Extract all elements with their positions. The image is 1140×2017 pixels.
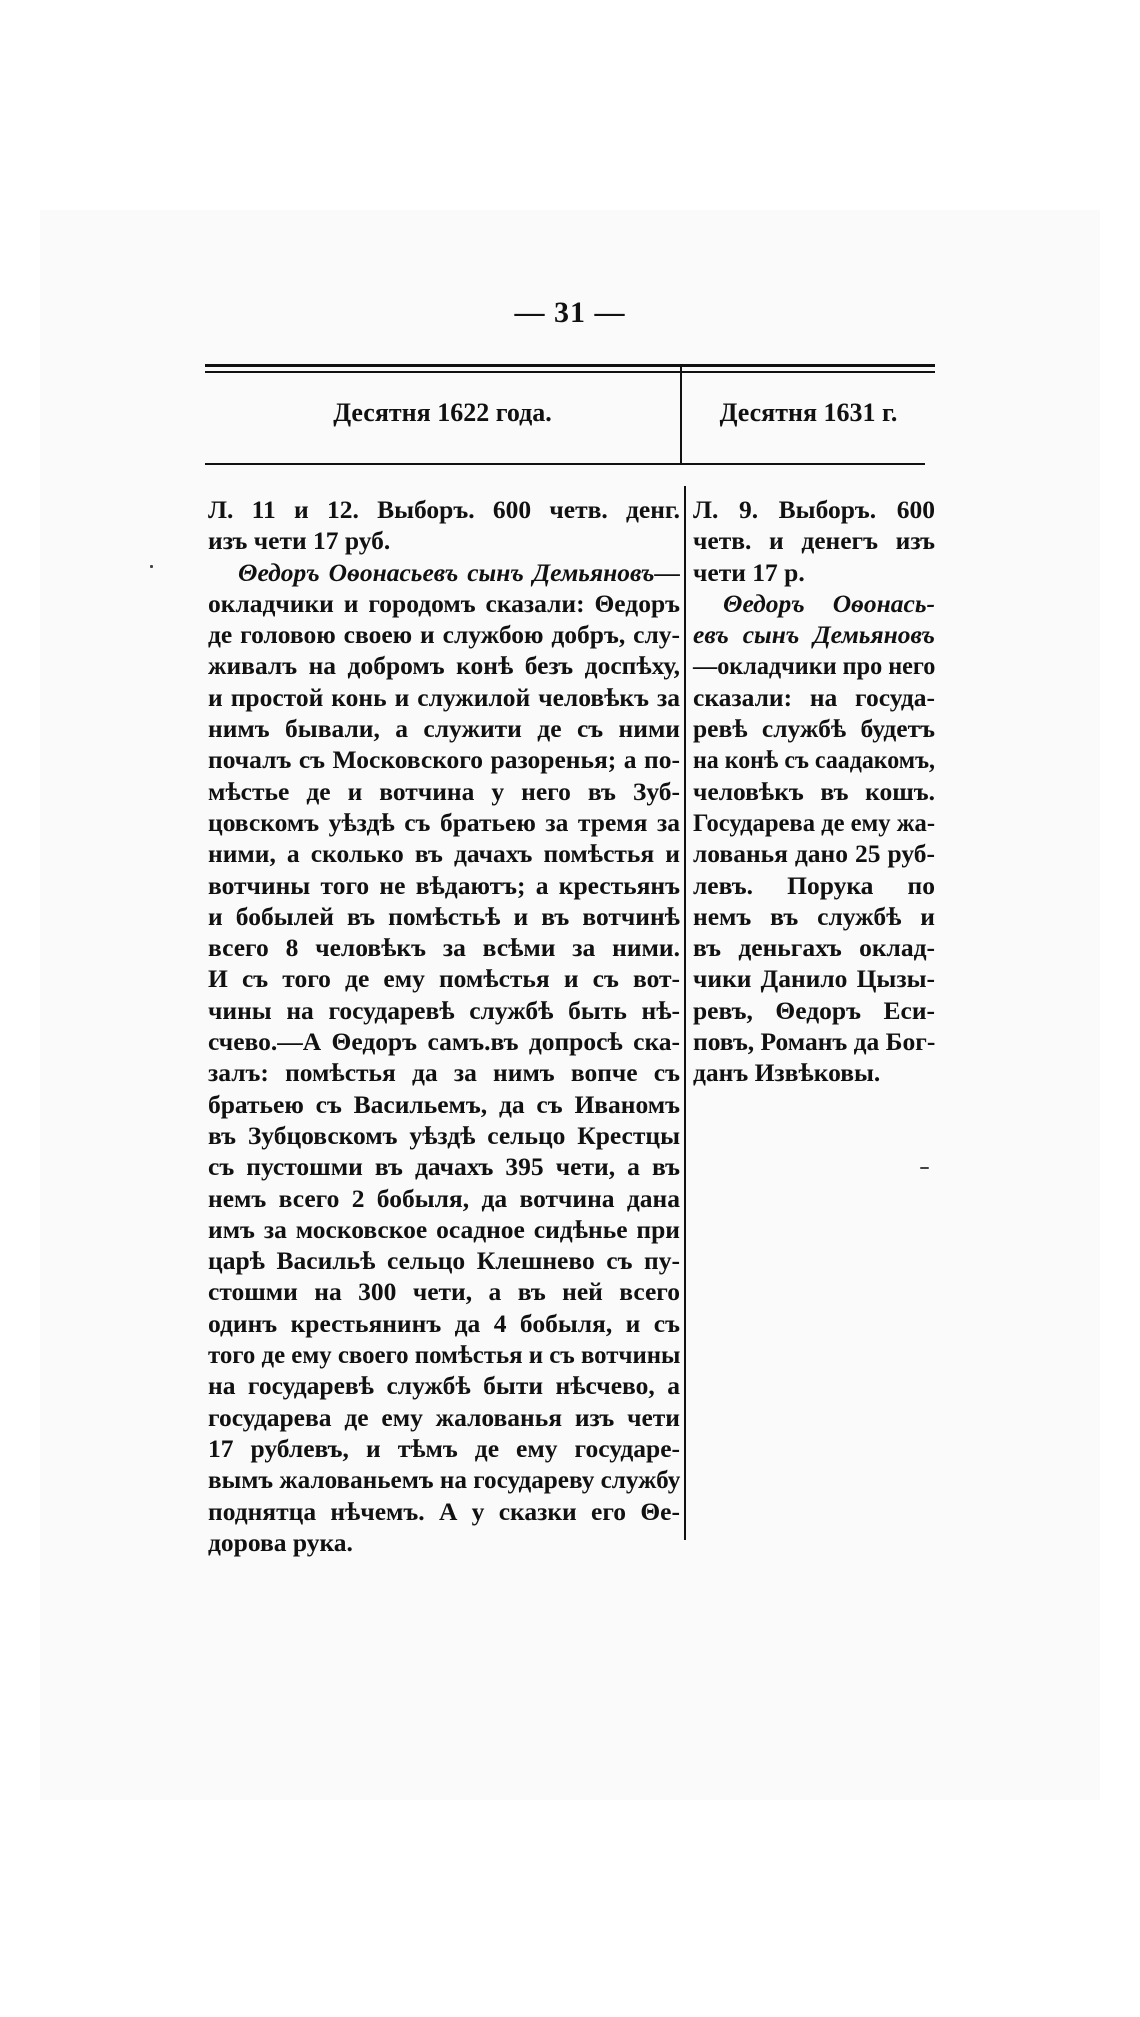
top-double-rule-upper: [205, 364, 935, 367]
text-line: ревѣ службѣ будетъ: [693, 714, 935, 744]
person-name-line: Θедоръ Оѳонась-: [723, 588, 935, 618]
top-double-rule-lower: [205, 371, 935, 373]
text-line: на конѣ съ саадакомъ,: [693, 745, 936, 775]
text-line: ними, а сколько въ дачахъ помѣстья и: [208, 839, 680, 869]
text-line: де головою своею и службою добръ, слу-: [208, 620, 680, 650]
text-line: вымъ жалованьемъ на государеву службу: [208, 1465, 681, 1495]
text-line: данъ Извѣковы.: [693, 1058, 881, 1088]
left-column-header: Десятня 1622 года.: [333, 398, 552, 427]
scan-speck: [150, 565, 153, 568]
text-line: четв. и денегъ изъ: [693, 526, 935, 556]
text-line: человѣкъ въ кошъ.: [693, 776, 935, 806]
text-line: окладчики и городомъ сказали: Θедоръ: [208, 588, 680, 618]
text-line: И съ того де ему помѣстья и съ вот-: [208, 964, 680, 994]
text-line: живалъ на добромъ конѣ безъ доспѣху,: [208, 651, 680, 681]
text-line: государева де ему жалованья изъ чети: [208, 1402, 680, 1432]
text-line: на государевѣ службѣ быти нѣсчево, а: [208, 1371, 680, 1401]
text-line: Л. 9. Выборъ. 600: [693, 495, 935, 524]
person-name-line: евъ сынъ Демьяновъ: [693, 620, 935, 650]
page-number: — 31 —: [514, 296, 626, 329]
text-line: того де ему своего помѣстья и съ вотчины: [208, 1340, 681, 1370]
text-line: немъ всего 2 бобыля, да вотчина дана: [208, 1183, 680, 1213]
text-line: 17 рублевъ, и тѣмъ де ему государе-: [208, 1433, 680, 1463]
text-line: Л. 11 и 12. Выборъ. 600 четв. денг.: [208, 495, 680, 524]
text-line: всего 8 человѣкъ за всѣми за ними.: [208, 933, 680, 963]
text-line: и бобылей въ помѣстьѣ и въ вотчинѣ: [208, 901, 680, 931]
text-line: братьею съ Васильемъ, да съ Иваномъ: [208, 1089, 680, 1119]
text-line: почалъ съ Московского разоренья; а по-: [208, 745, 680, 775]
text-line: въ Зубцовскомъ уѣздѣ сельцо Крестцы: [208, 1120, 680, 1150]
scan-speck: [920, 1167, 929, 1169]
person-name-line: Θедоръ Оѳонасьевъ сынъ Демьяновъ—: [238, 557, 680, 587]
text-line: чети 17 р.: [693, 557, 805, 587]
text-line: имъ за московское осадное сидѣнье при: [208, 1214, 680, 1244]
text-line: повъ, Романъ да Бог-: [693, 1027, 936, 1057]
text-line: сказали: на госуда-: [693, 682, 935, 712]
header-bottom-rule: [205, 463, 925, 465]
text-line: чины на государевѣ службѣ быть нѣ-: [208, 995, 680, 1025]
text-line: счево.—А Θедоръ самъ.въ допросѣ ска-: [208, 1027, 680, 1057]
text-line: Государева де ему жа-: [693, 807, 936, 837]
text-line: одинъ крестьянинъ да 4 бобыля, и съ: [208, 1308, 680, 1338]
text-line: немъ въ службѣ и: [693, 901, 935, 931]
text-line: въ деньгахъ оклад-: [693, 933, 935, 963]
text-line: —окладчики про него: [693, 651, 936, 681]
text-line: вотчины того не вѣдаютъ; а крестьянъ: [208, 870, 680, 900]
right-column-text: [693, 494, 935, 1089]
text-line: мѣстье де и вотчина у него въ Зуб-: [208, 776, 680, 806]
text-line: ревъ, Θедоръ Еси-: [693, 995, 935, 1025]
text-line: поднятца нѣчемъ. А у сказки его Θе-: [208, 1496, 680, 1526]
text-line: залъ: помѣстья да за нимъ вопче съ: [208, 1058, 680, 1088]
left-column-text: [208, 494, 680, 1558]
text-line: изъ чети 17 руб.: [208, 526, 391, 556]
text-line: нимъ бывали, а служити де съ ними: [208, 714, 680, 744]
text-line: царѣ Васильѣ сельцо Клешнево съ пу-: [208, 1246, 680, 1276]
right-column-header: Десятня 1631 г.: [719, 398, 898, 427]
body-column-divider: [684, 486, 686, 1540]
text-line: и простой конь и служилой человѣкъ за: [208, 682, 680, 712]
text-line: съ пустошми въ дачахъ 395 чети, а въ: [208, 1152, 680, 1182]
text-line: цовскомъ уѣздѣ съ братьею за тремя за: [208, 807, 680, 837]
text-line: лованья дано 25 руб-: [693, 839, 935, 869]
text-line: стошми на 300 чети, а въ ней всего: [208, 1277, 680, 1307]
text-line: левъ. Порука по: [693, 870, 935, 900]
text-line: чики Данило Цызы-: [693, 964, 935, 994]
text-line: дорова рука.: [208, 1527, 353, 1557]
